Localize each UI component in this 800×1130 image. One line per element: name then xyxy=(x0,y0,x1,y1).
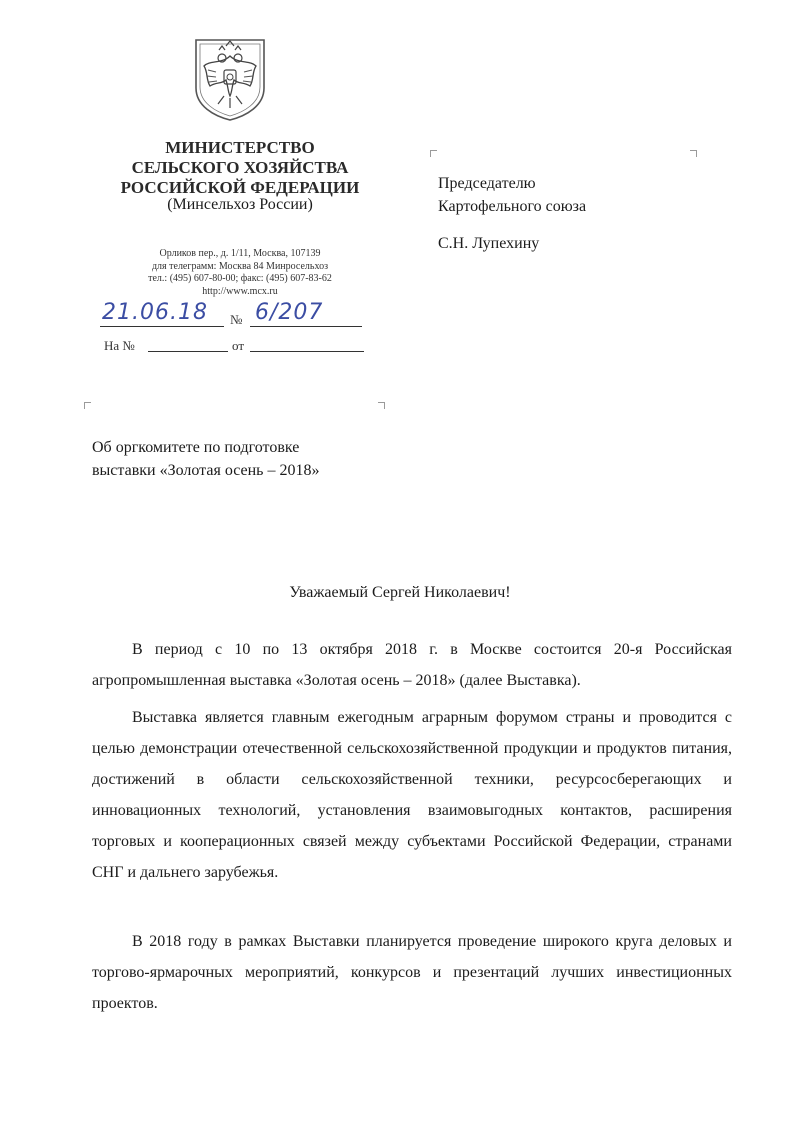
contact-website: http://www.mcx.ru xyxy=(202,285,278,297)
subject-corner-mark xyxy=(378,402,385,409)
contact-telegram: для телеграмм: Москва 84 Минросельхоз xyxy=(151,260,329,272)
subject-block xyxy=(92,436,319,482)
subject-corner-mark xyxy=(84,402,91,409)
addressee-name: С.Н. Лупехину xyxy=(438,235,540,252)
body-paragraph-3: В 2018 году в рамках Выставки планируется проведение широкого круга деловых и торгово-ярмарочных мероприятий, конкурсов и презентаций лучших инвестиционных проектов. xyxy=(92,933,732,1012)
ministry-line-3: РОССИЙСКОЙ ФЕДЕРАЦИИ xyxy=(120,178,360,197)
contact-address: Орликов пер., д. 1/11, Москва, 107139 xyxy=(159,248,321,259)
reference-label: На № xyxy=(104,338,135,353)
registration-row xyxy=(100,300,370,330)
addressee-organization: Картофельного союза xyxy=(438,198,587,215)
addressee-position: Председателю xyxy=(438,175,536,192)
registration-number: 6/207 xyxy=(255,300,324,325)
contact-phone-fax: тел.: (495) 607-80-00; факс: (495) 607-83-62 xyxy=(148,273,332,284)
ministry-name xyxy=(60,138,420,198)
body-paragraph-2: Выставка является главным ежегодным аграрным форумом страны и проводится с целью демонстрации отечественной сельскохозяйственной продукции и продуктов питания, достижений в области сельскохозяйственной техники, ресурсосберегающих и инновационных технологий, установления взаимовыгодных контактов, расширения торговых и кооперационных связей между субъектами Российской Федерации, странами СНГ и дальнего зарубежья. xyxy=(92,709,732,881)
addressee-block xyxy=(438,172,586,255)
ministry-line-2: СЕЛЬСКОГО ХОЗЯЙСТВА xyxy=(131,158,349,177)
ministry-short-name: (Минсельхоз России) xyxy=(167,196,313,213)
registration-date: 21.06.18 xyxy=(102,300,208,325)
reference-row xyxy=(104,338,366,356)
subject-line-2: выставки «Золотая осень – 2018» xyxy=(92,462,320,479)
body-paragraph-1: В период с 10 по 13 октября 2018 г. в Москве состоится 20-я Российская агропромышленная выставка «Золотая осень – 2018» (далее Выставка). xyxy=(92,641,732,689)
from-label: от xyxy=(232,338,245,353)
salutation: Уважаемый Сергей Николаевич! xyxy=(289,584,511,601)
subject-line-1: Об оргкомитете по подготовке xyxy=(92,439,300,456)
coat-of-arms-icon xyxy=(188,36,272,122)
addressee-corner-mark xyxy=(690,150,697,157)
ministry-line-1: МИНИСТЕРСТВО xyxy=(165,138,315,157)
number-label: № xyxy=(230,312,243,327)
contact-block xyxy=(60,248,420,298)
addressee-corner-mark xyxy=(430,150,437,157)
